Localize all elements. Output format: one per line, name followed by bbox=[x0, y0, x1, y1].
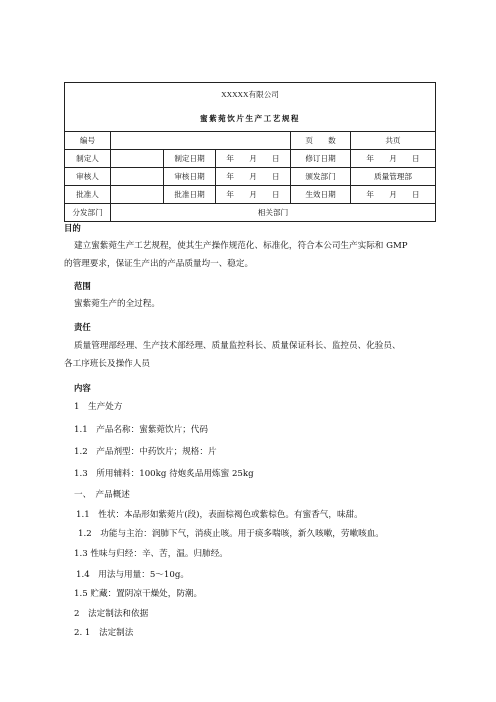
content-item: 1.5 贮藏：置阴凉干燥处，防潮。 bbox=[74, 589, 203, 599]
content-item: 1.1 性状：本品形如紫菀片(段)，表面棕褐色或紫棕色。有蜜香气，味甜。 bbox=[76, 510, 363, 520]
content-item: 2 法定制法和依据 bbox=[74, 609, 149, 619]
label-pages: 页 数 bbox=[291, 132, 351, 150]
content-item: 1.2 产品剂型：中药饮片；规格：片 bbox=[74, 447, 217, 457]
responsibility-line-1: 质量管理部经理、生产技术部经理、质量监控科长、质量保证科长、监控员、化验员、 bbox=[74, 341, 401, 351]
reviewer-value-cell bbox=[111, 168, 164, 186]
scope-text: 蜜紫菀生产的全过程。 bbox=[74, 299, 160, 309]
approve-date-value: 年 月 日 bbox=[216, 186, 291, 204]
content-item: 一、 产品概述 bbox=[74, 490, 130, 500]
label-author: 制定人 bbox=[65, 150, 111, 168]
purpose-line-1: 建立蜜紫菀生产工艺规程，使其生产操作规范化、标准化，符合本公司生产实际和 GMP bbox=[74, 241, 408, 251]
document-header-table bbox=[64, 82, 436, 222]
company-name: XXXXX有限公司 bbox=[65, 83, 436, 108]
content-item: 1.4 用法与用量：5～10g。 bbox=[76, 570, 189, 580]
label-author-date: 制定日期 bbox=[164, 150, 216, 168]
document-title: 蜜紫菀饮片生产工艺规程 bbox=[65, 107, 436, 132]
responsibility-line-2: 各工序班长及操作人员 bbox=[64, 359, 150, 369]
label-reviewer: 审核人 bbox=[65, 168, 111, 186]
label-related-dept: 相关部门 bbox=[111, 204, 436, 222]
content-item: 1 生产处方 bbox=[74, 402, 123, 412]
purpose-heading: 目的 bbox=[64, 223, 81, 233]
label-total-pages: 共页 bbox=[351, 132, 436, 150]
label-distribution: 分发部门 bbox=[65, 204, 111, 222]
label-approve-date: 批准日期 bbox=[164, 186, 216, 204]
content-item: 1.2 功能与主治：润肺下气，消痰止咳。用于痰多喘咳，新久咳嗽，劳嗽咳血。 bbox=[78, 529, 384, 539]
content-item: 1.1 产品名称：蜜紫菀饮片；代码 bbox=[74, 425, 208, 435]
issue-dept-value: 质量管理部 bbox=[351, 168, 436, 186]
author-value-cell bbox=[111, 150, 164, 168]
responsibility-heading: 责任 bbox=[74, 322, 91, 332]
label-issue-dept: 颁发部门 bbox=[291, 168, 351, 186]
author-date-value: 年 月 日 bbox=[216, 150, 291, 168]
label-revise-date: 修订日期 bbox=[291, 150, 351, 168]
label-code: 编号 bbox=[65, 132, 111, 150]
label-review-date: 审核日期 bbox=[164, 168, 216, 186]
scope-heading: 范围 bbox=[74, 281, 91, 291]
content-heading: 内容 bbox=[74, 383, 91, 393]
content-item: 2. 1 法定制法 bbox=[74, 628, 134, 638]
effective-date-value: 年 月 日 bbox=[351, 186, 436, 204]
approver-value-cell bbox=[111, 186, 164, 204]
content-item: 1.3 所用辅料：100kg 待炮炙品用炼蜜 25kg bbox=[74, 469, 254, 479]
review-date-value: 年 月 日 bbox=[216, 168, 291, 186]
code-value-cell bbox=[111, 132, 291, 150]
label-effective-date: 生效日期 bbox=[291, 186, 351, 204]
revise-date-value: 年 月 日 bbox=[351, 150, 436, 168]
label-approver: 批准人 bbox=[65, 186, 111, 204]
purpose-line-2: 的管理要求，保证生产出的产品质量均一、稳定。 bbox=[64, 259, 254, 269]
content-item: 1.3 性味与归经：辛、苦，温。归肺经。 bbox=[74, 549, 228, 559]
